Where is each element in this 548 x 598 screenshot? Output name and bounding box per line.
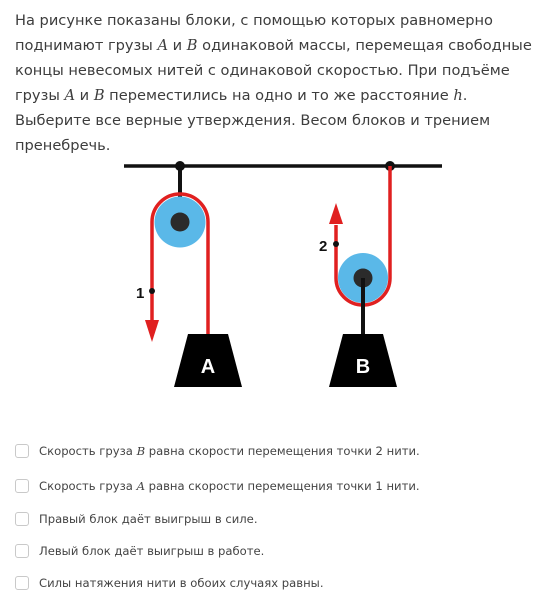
option-text <box>39 512 258 526</box>
point-2-marker <box>333 241 339 247</box>
variable-a: A <box>157 37 168 54</box>
option-text-part: равна скорости перемещения точки 1 нити. <box>144 479 420 493</box>
option-4[interactable] <box>15 540 264 562</box>
option-checkbox[interactable] <box>15 444 29 458</box>
variable-h: h <box>453 87 463 104</box>
load-a-label: A <box>200 356 216 378</box>
option-text-part: Скорость груза <box>39 479 137 493</box>
left-pulley-axle <box>171 213 190 232</box>
option-checkbox[interactable] <box>15 512 29 526</box>
option-2[interactable] <box>15 475 420 497</box>
question-part: и <box>168 37 187 54</box>
variable-b: B <box>186 37 198 54</box>
option-variable: B <box>136 444 146 458</box>
option-1[interactable] <box>15 440 420 462</box>
question-part: На рисунке показаны блоки, с помощью которых равномерно поднимают грузы <box>15 12 493 54</box>
point-1-marker <box>149 288 155 294</box>
option-checkbox[interactable] <box>15 576 29 590</box>
variable-b: B <box>93 87 105 104</box>
option-variable: A <box>136 479 145 493</box>
option-text <box>39 544 264 558</box>
option-text <box>39 576 324 590</box>
option-text-part: Силы натяжения нити в обоих случаях равны. <box>39 576 324 590</box>
option-text <box>39 479 420 493</box>
arrow-up-icon <box>329 203 343 224</box>
question-part: . Выберите все верные утверждения. Весом блоков и трением пренебречь. <box>15 87 491 154</box>
option-text-part: Правый блок даёт выигрыш в силе. <box>39 512 258 526</box>
point-1-label: 1 <box>136 285 145 302</box>
variable-a: A <box>64 87 76 104</box>
option-checkbox[interactable] <box>15 479 29 493</box>
question-part: одинаковой массы, перемещая свободные концы невесомых нитей с одинаковой скоростью. При подъёме грузы <box>15 37 532 104</box>
load-b-label: B <box>355 356 371 378</box>
option-text <box>39 444 420 458</box>
question-part: переместились на одно и то же расстояние <box>104 87 454 104</box>
option-checkbox[interactable] <box>15 544 29 558</box>
option-3[interactable] <box>15 508 258 530</box>
question-text <box>15 8 545 158</box>
option-text-part: Скорость груза <box>39 444 137 458</box>
question-part: и <box>75 87 94 104</box>
point-2-label: 2 <box>319 238 328 255</box>
option-text-part: равна скорости перемещения точки 2 нити. <box>145 444 420 458</box>
option-5[interactable] <box>15 572 324 594</box>
pulley-diagram <box>0 150 548 400</box>
option-text-part: Левый блок даёт выигрыш в работе. <box>39 544 265 558</box>
arrow-down-icon <box>145 320 159 342</box>
